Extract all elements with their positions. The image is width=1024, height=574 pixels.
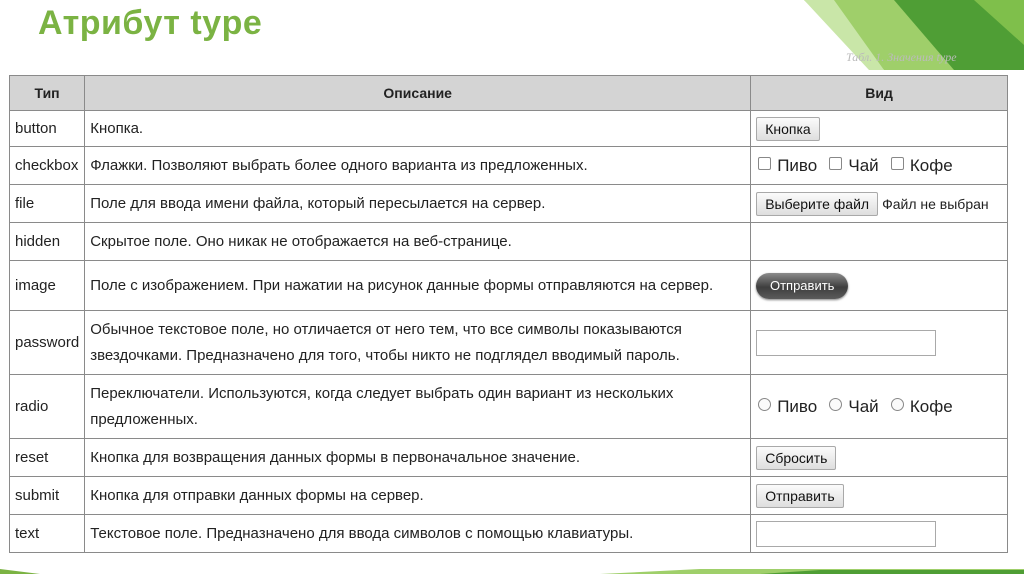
type-cell: image — [10, 261, 85, 311]
description-cell: Поле для ввода имени файла, который пересылается на сервер. — [85, 185, 751, 223]
type-cell: file — [10, 185, 85, 223]
description-cell: Кнопка для возвращения данных формы в первоначальное значение. — [85, 439, 751, 477]
radio-option[interactable] — [889, 397, 953, 417]
column-header-view: Вид — [751, 76, 1008, 111]
radio-label: Пиво — [777, 396, 818, 416]
description-cell — [85, 311, 751, 375]
radio-icon[interactable] — [758, 398, 771, 411]
description-line: Переключатели. Используются, когда следует выбрать один вариант из нескольких — [90, 384, 674, 402]
radio-option[interactable] — [827, 397, 878, 417]
table-row — [10, 477, 1008, 515]
image-submit-button[interactable]: Отправить — [756, 273, 848, 299]
radio-label: Чай — [848, 396, 879, 416]
type-cell: button — [10, 111, 85, 147]
table-header-row — [10, 76, 1008, 111]
view-cell — [751, 477, 1008, 515]
type-cell: hidden — [10, 223, 85, 261]
checkbox-label: Чай — [848, 155, 879, 175]
type-attribute-table — [9, 75, 1008, 553]
text-field[interactable] — [756, 521, 936, 547]
checkbox-icon[interactable] — [891, 157, 904, 170]
description-cell — [85, 375, 751, 439]
description-cell: Флажки. Позволяют выбрать более одного варианта из предложенных. — [85, 147, 751, 185]
description-cell: Скрытое поле. Оно никак не отображается на веб-странице. — [85, 223, 751, 261]
description-cell: Текстовое поле. Предназначено для ввода символов с помощью клавиатуры. — [85, 515, 751, 553]
checkbox-icon[interactable] — [758, 157, 771, 170]
demo-button[interactable]: Кнопка — [756, 117, 819, 141]
radio-label: Кофе — [909, 396, 953, 416]
view-cell — [751, 185, 1008, 223]
bottom-decoration — [0, 566, 1024, 574]
view-cell-empty — [751, 223, 1008, 261]
view-cell — [751, 375, 1008, 439]
column-header-type: Тип — [10, 76, 85, 111]
type-cell: checkbox — [10, 147, 85, 185]
checkbox-icon[interactable] — [829, 157, 842, 170]
table-row — [10, 261, 1008, 311]
column-header-description: Описание — [85, 76, 751, 111]
radio-option[interactable] — [756, 397, 817, 417]
view-cell — [751, 311, 1008, 375]
table-row — [10, 375, 1008, 439]
table-row — [10, 147, 1008, 185]
checkbox-option[interactable] — [756, 156, 817, 176]
file-status-text: Файл не выбран — [882, 195, 989, 212]
view-cell — [751, 111, 1008, 147]
radio-icon[interactable] — [829, 398, 842, 411]
description-cell: Поле с изображением. При нажатии на рисунок данные формы отправляются на сервер. — [85, 261, 751, 311]
description-cell: Кнопка для отправки данных формы на сервер. — [85, 477, 751, 515]
table-row — [10, 185, 1008, 223]
table-row — [10, 223, 1008, 261]
view-cell — [751, 515, 1008, 553]
view-cell — [751, 439, 1008, 477]
radio-icon[interactable] — [891, 398, 904, 411]
description-line: предложенных. — [90, 410, 198, 428]
reset-button[interactable]: Сбросить — [756, 446, 836, 470]
view-cell — [751, 147, 1008, 185]
slide-title: Атрибут type — [38, 4, 263, 42]
description-line: Обычное текстовое поле, но отличается от него тем, что все символы показываются — [90, 320, 682, 338]
checkbox-label: Кофе — [909, 155, 953, 175]
table-row — [10, 311, 1008, 375]
checkbox-option[interactable] — [827, 156, 878, 176]
type-cell: text — [10, 515, 85, 553]
type-cell: password — [10, 311, 85, 375]
password-field[interactable] — [756, 330, 936, 356]
table-caption: Табл. 1. Значения type — [846, 50, 957, 64]
description-line: звездочками. Предназначено для того, чтобы никто не подглядел вводимый пароль. — [90, 346, 680, 364]
table-row — [10, 111, 1008, 147]
table-row — [10, 439, 1008, 477]
type-cell: submit — [10, 477, 85, 515]
type-cell: radio — [10, 375, 85, 439]
type-cell: reset — [10, 439, 85, 477]
checkbox-option[interactable] — [889, 156, 953, 176]
checkbox-label: Пиво — [777, 155, 818, 175]
choose-file-button[interactable]: Выберите файл — [756, 192, 878, 216]
table-row — [10, 515, 1008, 553]
view-cell — [751, 261, 1008, 311]
description-cell: Кнопка. — [85, 111, 751, 147]
submit-button[interactable]: Отправить — [756, 484, 843, 508]
